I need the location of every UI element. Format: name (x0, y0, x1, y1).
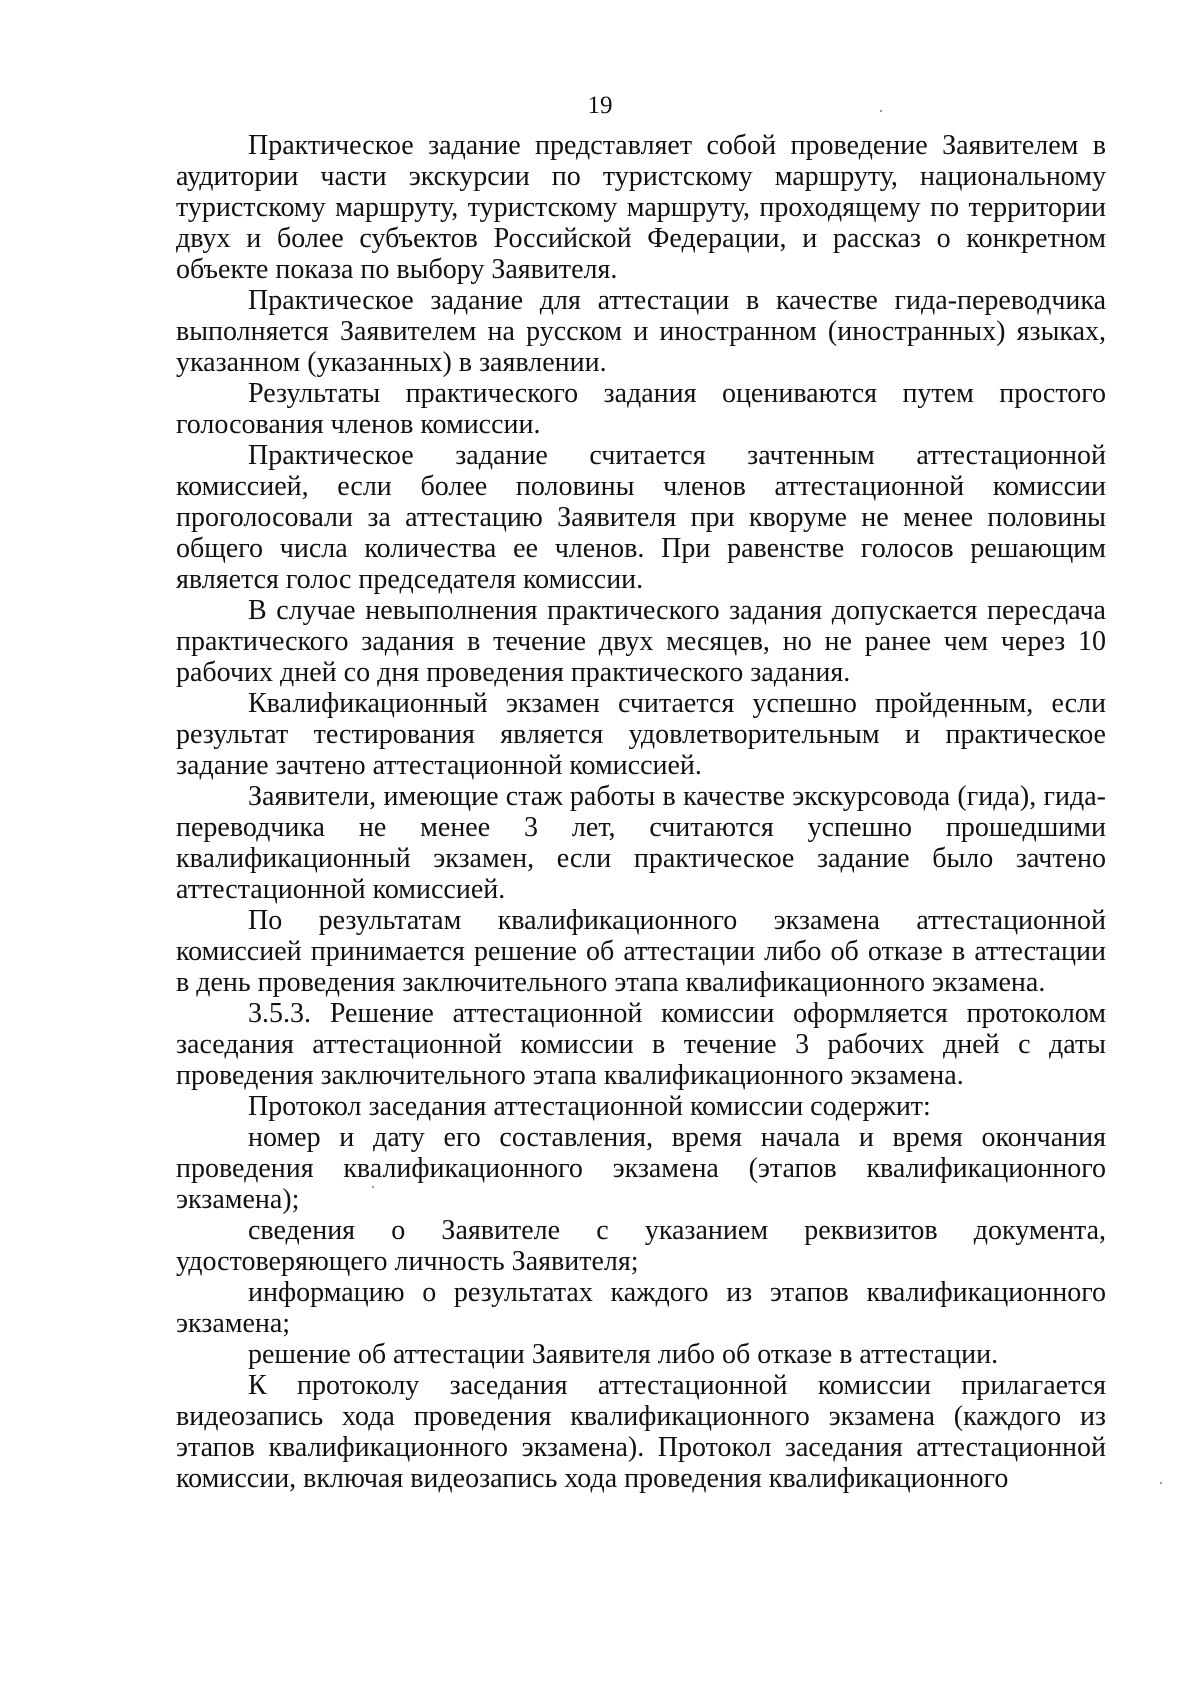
paragraph-12: сведения о Заявителе с указанием реквизитов документа, удостоверяющего личность Заявителя; (176, 1215, 1106, 1277)
paragraph-3: Результаты практического задания оцениваются путем простого голосования членов комиссии. (176, 378, 1106, 440)
paragraph-7: Заявители, имеющие стаж работы в качестве экскурсовода (гида), гида-переводчика не менее 3 лет, считаются успешно прошедшими квалификационный экзамен, если практическое задание было зачтено аттестационной комиссией. (176, 781, 1106, 905)
body-text (176, 130, 1106, 1494)
paragraph-6: Квалификационный экзамен считается успешно пройденным, если результат тестирования является удовлетворительным и практическое задание зачтено аттестационной комиссией. (176, 688, 1106, 781)
paragraph-1: Практическое задание представляет собой проведение Заявителем в аудитории части экскурсии по туристскому маршруту, национальному туристскому маршруту, туристскому маршруту, проходящему по территории двух и более субъектов Российской Федерации, и рассказ о конкретном объекте показа по выбору Заявителя. (176, 130, 1106, 285)
scan-speck (1160, 1482, 1162, 1484)
paragraph-13: информацию о результатах каждого из этапов квалификационного экзамена; (176, 1277, 1106, 1339)
paragraph-4: Практическое задание считается зачтенным аттестационной комиссией, если более половины членов аттестационной комиссии проголосовали за аттестацию Заявителя при кворуме не менее половины общего числа количества ее членов. При равенстве голосов решающим является голос председателя комиссии. (176, 440, 1106, 595)
scan-speck (372, 1186, 374, 1188)
page-number: 19 (587, 92, 613, 119)
paragraph-11: номер и дату его составления, время начала и время окончания проведения квалификационного экзамена (этапов квалификационного экзамена); (176, 1122, 1106, 1215)
paragraph-5: В случае невыполнения практического задания допускается пересдача практического задания в течение двух месяцев, но не ранее чем через 10 рабочих дней со дня проведения практического задания. (176, 595, 1106, 688)
paragraph-8: По результатам квалификационного экзамена аттестационной комиссией принимается решение об аттестации либо об отказе в аттестации в день проведения заключительного этапа квалификационного экзамена. (176, 905, 1106, 998)
scan-speck (880, 110, 882, 112)
paragraph-14: решение об аттестации Заявителя либо об отказе в аттестации. (248, 1339, 999, 1370)
paragraph-15: К протоколу заседания аттестационной комиссии прилагается видеозапись хода проведения квалификационного экзамена (каждого из этапов квалификационного экзамена). Протокол заседания аттестационной комиссии, включая видеозапись хода проведения квалификационного (176, 1370, 1106, 1494)
paragraph-9: 3.5.3. Решение аттестационной комиссии оформляется протоколом заседания аттестационной комиссии в течение 3 рабочих дней с даты проведения заключительного этапа квалификационного экзамена. (176, 998, 1106, 1091)
paragraph-2: Практическое задание для аттестации в качестве гида-переводчика выполняется Заявителем на русском и иностранном (иностранных) языках, указанном (указанных) в заявлении. (176, 285, 1106, 378)
paragraph-10: Протокол заседания аттестационной комиссии содержит: (248, 1091, 931, 1122)
